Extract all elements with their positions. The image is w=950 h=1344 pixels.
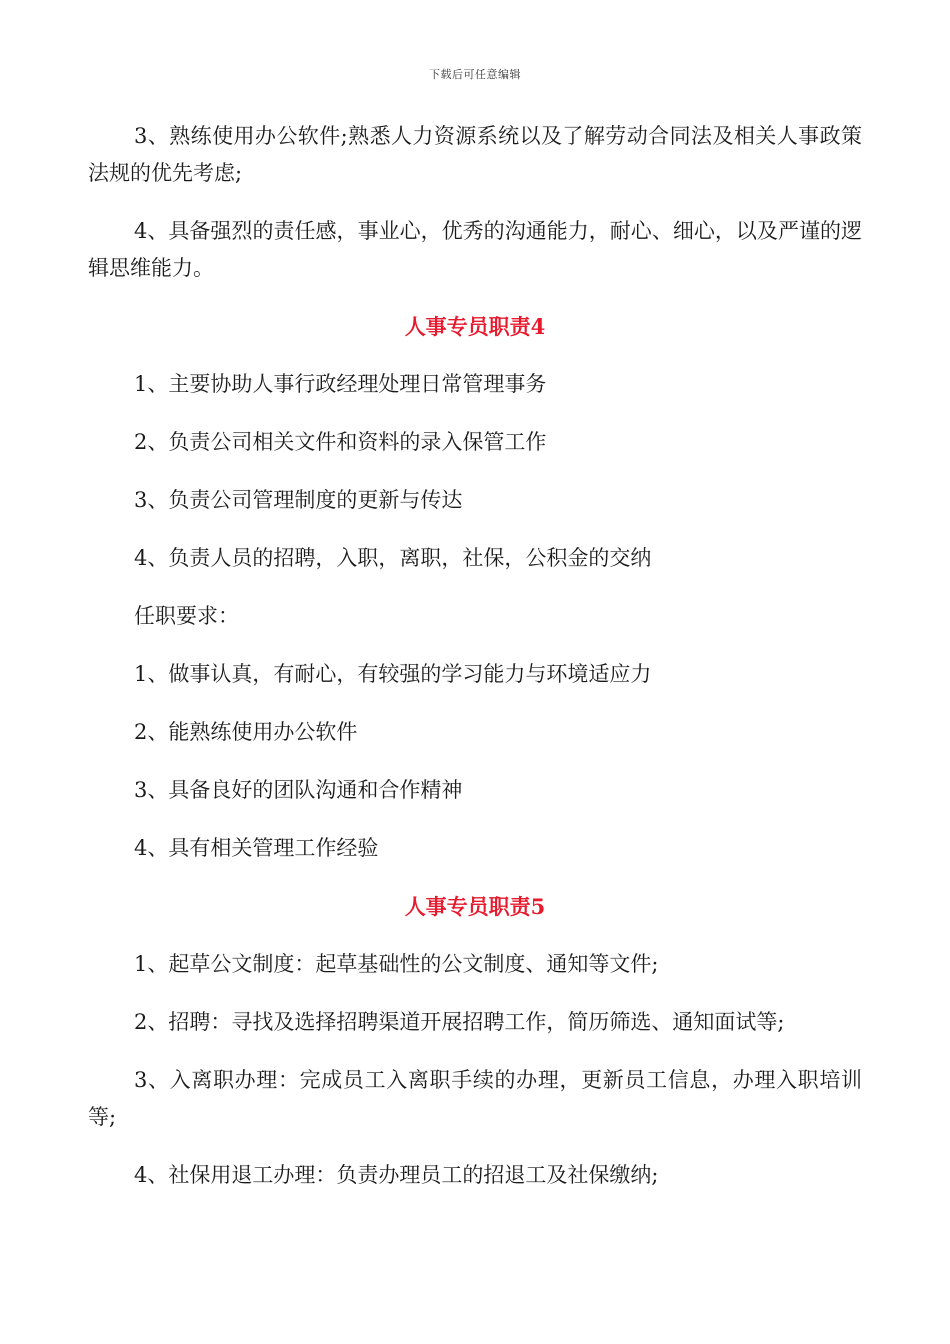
paragraph-duty5-3: 3、入离职办理：完成员工入离职手续的办理，更新员工信息，办理入职培训等; — [88, 1068, 862, 1129]
paragraph-duty-4: 4、负责人员的招聘，入职，离职，社保，公积金的交纳 — [134, 546, 652, 570]
paragraph-duty-2: 2、负责公司相关文件和资料的录入保管工作 — [134, 430, 547, 454]
paragraph-duty5-1: 1、起草公文制度：起草基础性的公文制度、通知等文件; — [134, 952, 659, 976]
paragraph-requirement-3: 3、熟练使用办公软件;熟悉人力资源系统以及了解劳动合同法及相关人事政策法规的优先考虑; — [88, 124, 862, 185]
paragraph-requirement-4: 4、具备强烈的责任感，事业心，优秀的沟通能力，耐心、细心，以及严谨的逻辑思维能力。 — [88, 219, 862, 280]
document-body — [88, 118, 862, 1215]
paragraph-qualification-2: 2、能熟练使用办公软件 — [134, 720, 358, 744]
paragraph-requirements-label: 任职要求： — [134, 604, 239, 628]
paragraph-duty-3: 3、负责公司管理制度的更新与传达 — [134, 488, 463, 512]
paragraph-duty5-4: 4、社保用退工办理：负责办理员工的招退工及社保缴纳; — [134, 1163, 659, 1187]
paragraph-qualification-1: 1、做事认真，有耐心，有较强的学习能力与环境适应力 — [134, 662, 652, 686]
paragraph-qualification-4: 4、具有相关管理工作经验 — [134, 836, 379, 860]
section-heading-duties-4: 人事专员职责4 — [404, 314, 546, 339]
paragraph-duty5-2: 2、招聘：寻找及选择招聘渠道开展招聘工作，简历筛选、通知面试等; — [134, 1010, 785, 1034]
paragraph-duty-1: 1、主要协助人事行政经理处理日常管理事务 — [134, 372, 547, 396]
paragraph-qualification-3: 3、具备良好的团队沟通和合作精神 — [134, 778, 463, 802]
page-header-note: 下载后可任意编辑 — [429, 68, 521, 81]
section-heading-duties-5: 人事专员职责5 — [404, 894, 546, 919]
